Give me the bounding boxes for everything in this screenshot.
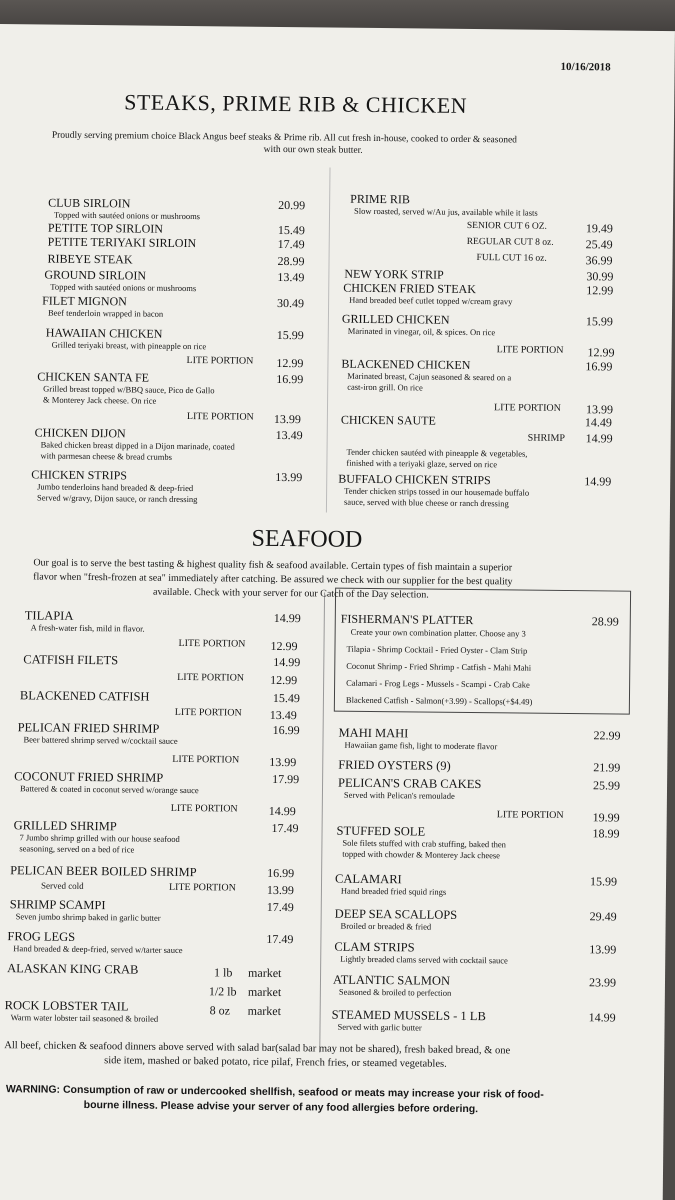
lite-portion-price: 19.99 bbox=[592, 810, 620, 825]
shrimp-option-label: SHRIMP bbox=[527, 432, 565, 444]
menu-item-description: Marinated in vinegar, oil, & spices. On rice bbox=[347, 325, 496, 338]
menu-item-price: 17.49 bbox=[277, 236, 305, 252]
menu-item-name: PRIME RIB bbox=[350, 191, 410, 207]
menu-item-name: RIBEYE STEAK bbox=[47, 251, 133, 267]
menu-item-name: COCONUT FRIED SHRIMP bbox=[14, 769, 164, 785]
menu-item-name: PETITE TOP SIRLOIN bbox=[47, 220, 164, 236]
lite-portion-label: LITE PORTION bbox=[172, 753, 240, 766]
menu-item-description: Hand breaded fried squid rings bbox=[340, 885, 447, 897]
menu-item-description: Beef tenderloin wrapped in bacon bbox=[47, 307, 164, 319]
lite-portion-price: 12.99 bbox=[270, 638, 298, 654]
section-intro: with our own steak butter. bbox=[263, 144, 363, 156]
menu-item-description: Grilled teriyaki breast, with pineapple on rice bbox=[51, 339, 207, 352]
allergy-warning: WARNING: Consumption of raw or undercooked shellfish, seafood or meats may increase your risk of food- bbox=[5, 1083, 544, 1101]
menu-item-price: 21.99 bbox=[593, 760, 621, 775]
menu-item-name: CHICKEN SAUTE bbox=[340, 412, 436, 428]
menu-item-description: Hand breaded beef cutlet topped w/cream gravy bbox=[349, 294, 513, 307]
menu-item-name: BLACKENED CHICKEN bbox=[341, 356, 471, 372]
menu-item-price: 15.49 bbox=[277, 222, 305, 238]
menu-item-price: 29.49 bbox=[589, 909, 617, 924]
lite-portion-price: 14.99 bbox=[268, 803, 296, 819]
menu-item-name: PELICAN FRIED SHRIMP bbox=[17, 720, 160, 736]
crab-size: 1/2 lb bbox=[208, 984, 237, 999]
lite-portion-label: LITE PORTION bbox=[177, 671, 245, 684]
menu-item-description: A fresh-water fish, mild in flavor. bbox=[30, 622, 145, 634]
prime-rib-price: 36.99 bbox=[585, 253, 613, 268]
menu-item-name: CATFISH FILETS bbox=[23, 652, 119, 668]
menu-item-description: Served with garlic butter bbox=[337, 1021, 422, 1033]
menu-item-description: Hand breaded & deep-fried, served w/tarter sauce bbox=[13, 943, 183, 956]
menu-item-name: PETITE TERIYAKI SIRLOIN bbox=[47, 234, 197, 251]
menu-item-description: Slow roasted, served w/Au jus, available while it lasts bbox=[354, 205, 538, 218]
menu-item-description: sauce, served with blue cheese or ranch dressing bbox=[343, 496, 509, 509]
menu-item-description: finished with a teriyaki glaze, served on rice bbox=[346, 457, 498, 470]
menu-item-price: 15.99 bbox=[276, 327, 304, 343]
menu-item-price: 23.99 bbox=[588, 975, 617, 990]
prime-rib-price: 19.49 bbox=[585, 221, 613, 236]
menu-item-description: cast-iron grill. On rice bbox=[347, 381, 423, 393]
menu-item-description: Battered & coated in coconut served w/orange sauce bbox=[19, 783, 199, 796]
menu-item-price: 13.99 bbox=[589, 942, 617, 957]
menu-item-name: PELICAN'S CRAB CAKES bbox=[338, 775, 482, 792]
menu-item-description: Tender chicken strips tossed in our housemade buffalo bbox=[344, 485, 530, 498]
lobster-size: 8 oz bbox=[209, 1003, 231, 1018]
menu-item-description: Topped with sautéed onions or mushrooms bbox=[50, 281, 197, 294]
menu-item-name: BLACKENED CATFISH bbox=[19, 688, 150, 704]
menu-item-name: MAHI MAHI bbox=[338, 725, 409, 741]
served-cold-note: Served cold bbox=[40, 880, 84, 891]
menu-item-price: 17.49 bbox=[266, 931, 294, 947]
menu-item-name: NEW YORK STRIP bbox=[344, 266, 444, 282]
menu-item-price: 28.99 bbox=[277, 253, 305, 269]
menu-item-name: CHICKEN FRIED STEAK bbox=[343, 280, 476, 297]
lobster-price: market bbox=[247, 1003, 282, 1019]
crab-size: 1 lb bbox=[214, 965, 233, 980]
lite-portion-price: 13.49 bbox=[269, 707, 297, 723]
menu-item-price: 14.99 bbox=[273, 654, 301, 670]
menu-item-description: Warm water lobster tail seasoned & broiled bbox=[10, 1012, 159, 1024]
menu-item-price: 13.99 bbox=[275, 469, 303, 485]
prime-rib-cut: FULL CUT 16 oz. bbox=[476, 253, 547, 264]
menu-item-name: CALAMARI bbox=[334, 871, 402, 887]
menu-item-name: CLUB SIRLOIN bbox=[48, 195, 131, 211]
prime-rib-price: 25.49 bbox=[585, 237, 613, 252]
shrimp-option-price: 14.99 bbox=[585, 431, 613, 446]
menu-item-name: SHRIMP SCAMPI bbox=[9, 897, 106, 913]
menu-item-price: 30.99 bbox=[586, 269, 614, 284]
menu-item-price: 16.99 bbox=[276, 371, 304, 387]
menu-item-name: STEAMED MUSSELS - 1 LB bbox=[331, 1007, 486, 1024]
menu-item-name: GRILLED CHICKEN bbox=[341, 311, 450, 327]
platter-option: Create your own combination platter. Choose any 3 bbox=[350, 626, 526, 639]
lite-portion-price: 12.99 bbox=[587, 345, 615, 360]
menu-item-price: 15.49 bbox=[272, 690, 301, 706]
menu-item-description: Baked chicken breast dipped in a Dijon marinade, coated bbox=[40, 439, 235, 452]
menu-item-name: GROUND SIRLOIN bbox=[44, 267, 147, 283]
menu-item-price: 14.99 bbox=[588, 1010, 616, 1025]
menu-item-name: CLAM STRIPS bbox=[334, 939, 415, 955]
menu-item-price: 14.99 bbox=[273, 610, 301, 626]
menu-item-price: 16.99 bbox=[272, 722, 300, 738]
menu-item-description: seasoning, served on a bed of rice bbox=[19, 843, 135, 855]
menu-item-description: Grilled breast topped w/BBQ sauce, Pico de Gallo bbox=[43, 383, 215, 396]
menu-item-name: TILAPIA bbox=[24, 608, 74, 623]
menu-item-price: 18.99 bbox=[592, 826, 620, 841]
menu-item-price: 13.49 bbox=[275, 427, 303, 443]
menu-page bbox=[0, 24, 675, 1200]
menu-item-description: Hawaiian game fish, light to moderate flavor bbox=[344, 739, 498, 752]
lite-portion-price: 12.99 bbox=[270, 672, 298, 688]
lite-portion-price: 13.99 bbox=[585, 402, 614, 417]
menu-item-price: 17.49 bbox=[271, 820, 299, 836]
menu-item-price: 12.99 bbox=[586, 283, 614, 298]
menu-item-name: PELICAN BEER BOILED SHRIMP bbox=[10, 863, 197, 880]
menu-item-price: 16.99 bbox=[267, 865, 295, 881]
menu-item-price: 15.99 bbox=[589, 874, 618, 889]
column-divider bbox=[319, 592, 325, 1052]
prime-rib-cut: SENIOR CUT 6 OZ. bbox=[466, 220, 548, 232]
menu-item-name: GRILLED SHRIMP bbox=[13, 818, 117, 834]
section-intro: flavor when "fresh-frozen at sea" immediately after catching. Be assured we check with our supplier for the best quality bbox=[33, 571, 513, 588]
menu-item-name: BUFFALO CHICKEN STRIPS bbox=[338, 471, 491, 488]
menu-item-description: Beer battered shrimp served w/cocktail sauce bbox=[23, 734, 178, 746]
menu-item-name: CHICKEN DIJON bbox=[34, 425, 126, 441]
lite-portion-label: LITE PORTION bbox=[186, 411, 254, 423]
menu-item-price: 30.49 bbox=[277, 295, 305, 311]
menu-item-name: STUFFED SOLE bbox=[336, 823, 426, 839]
lite-portion-label: LITE PORTION bbox=[170, 802, 238, 815]
section-title: SEAFOOD bbox=[251, 525, 363, 553]
crab-price: market bbox=[247, 984, 282, 1000]
menu-item-description: Jumbo tenderloins hand breaded & deep-fried bbox=[37, 481, 194, 494]
menu-item-description: 7 Jumbo shrimp grilled with our house seafood bbox=[19, 832, 180, 844]
platter-option: Blackened Catfish - Salmon(+3.99) - Scallops(+$4.49) bbox=[345, 694, 533, 707]
menu-item-description: Served with Pelican's remoulade bbox=[343, 789, 455, 801]
prime-rib-cut: REGULAR CUT 8 oz. bbox=[466, 236, 554, 248]
lite-portion-label: LITE PORTION bbox=[174, 706, 242, 719]
section-intro: Proudly serving premium choice Black Angus beef steaks & Prime rib. All cut fresh in-house, cooked to order & seasoned bbox=[51, 130, 518, 146]
platter-option: Tilapia - Shrimp Cocktail - Fried Oyster - Clam Strip bbox=[346, 643, 528, 656]
platter-price: 28.99 bbox=[591, 614, 619, 629]
footer-note: All beef, chicken & seafood dinners above served with salad bar(salad bar may not be shared), fresh baked bread, & one bbox=[4, 1040, 511, 1057]
menu-item-description: & Monterey Jack cheese. On rice bbox=[43, 394, 157, 406]
menu-item-description: Served w/gravy, Dijon sauce, or ranch dressing bbox=[36, 492, 198, 505]
menu-item-description: Marinated breast, Cajun seasoned & seared on a bbox=[347, 370, 512, 383]
menu-item-description: topped with chowder & Monterey Jack cheese bbox=[342, 848, 501, 861]
lite-portion-price: 13.99 bbox=[269, 754, 297, 770]
platter-option: Coconut Shrimp - Fried Shrimp - Catfish - Mahi Mahi bbox=[346, 660, 532, 673]
lite-portion-price: 13.99 bbox=[266, 882, 295, 898]
menu-item-description: Sole filets stuffed with crab stuffing, baked then bbox=[342, 837, 507, 850]
column-divider bbox=[326, 168, 331, 513]
menu-item-price: 22.99 bbox=[593, 728, 621, 743]
menu-item-name: HAWAIIAN CHICKEN bbox=[45, 325, 163, 341]
menu-item-price: 25.99 bbox=[592, 778, 621, 793]
platter-name: FISHERMAN'S PLATTER bbox=[340, 611, 474, 628]
footer-note: side item, mashed or baked potato, rice pilaf, French fries, or steamed vegetables. bbox=[104, 1055, 447, 1070]
menu-item-name: ROCK LOBSTER TAIL bbox=[4, 998, 129, 1014]
menu-item-name: FROG LEGS bbox=[7, 929, 76, 944]
crab-price: market bbox=[248, 965, 282, 981]
menu-item-name: FILET MIGNON bbox=[42, 293, 127, 309]
lite-portion-label: LITE PORTION bbox=[168, 881, 236, 894]
menu-item-name: ATLANTIC SALMON bbox=[332, 972, 451, 988]
section-title: STEAKS, PRIME RIB & CHICKEN bbox=[124, 89, 468, 118]
menu-item-price: 14.99 bbox=[584, 474, 612, 489]
menu-item-price: 20.99 bbox=[278, 197, 306, 213]
lite-portion-label: LITE PORTION bbox=[496, 809, 564, 821]
menu-item-name: CHICKEN STRIPS bbox=[31, 467, 128, 483]
menu-item-price: 15.99 bbox=[585, 314, 613, 329]
menu-item-price: 14.49 bbox=[584, 415, 612, 430]
platter-option: Calamari - Frog Legs - Mussels - Scampi - Crab Cake bbox=[346, 677, 530, 690]
lite-portion-price: 13.99 bbox=[273, 411, 301, 427]
menu-item-name: FRIED OYSTERS (9) bbox=[338, 757, 451, 773]
section-intro: Our goal is to serve the best tasting & highest quality fish & seafood available. Certain types of fish maintain a superior bbox=[33, 557, 513, 574]
lite-portion-label: LITE PORTION bbox=[186, 355, 254, 367]
menu-item-description: Topped with sautéed onions or mushrooms bbox=[53, 209, 201, 222]
menu-item-price: 17.99 bbox=[272, 771, 300, 787]
menu-item-description: Seasoned & broiled to perfection bbox=[338, 986, 452, 998]
menu-item-price: 17.49 bbox=[266, 899, 294, 915]
menu-item-description: Seven jumbo shrimp baked in garlic butter bbox=[15, 911, 161, 923]
menu-item-description: Broiled or breaded & fried bbox=[340, 920, 432, 932]
allergy-warning: bourne illness. Please advise your server of any food allergies before ordering. bbox=[83, 1098, 479, 1116]
menu-date: 10/16/2018 bbox=[560, 60, 611, 74]
lite-portion-label: LITE PORTION bbox=[493, 402, 561, 414]
menu-item-description: with parmesan cheese & bread crumbs bbox=[40, 450, 172, 462]
menu-item-description: Lightly breaded clams served with cocktail sauce bbox=[340, 953, 508, 966]
menu-item-name: ALASKAN KING CRAB bbox=[7, 961, 139, 977]
menu-item-name: DEEP SEA SCALLOPS bbox=[334, 906, 458, 922]
menu-item-name: CHICKEN SANTA FE bbox=[37, 369, 150, 385]
section-intro: available. Check with your server for our Catch of the Day selection. bbox=[153, 586, 429, 601]
lite-portion-label: LITE PORTION bbox=[496, 344, 564, 356]
menu-item-price: 13.49 bbox=[277, 269, 305, 285]
menu-item-price: 16.99 bbox=[585, 359, 613, 374]
lite-portion-price: 12.99 bbox=[276, 355, 304, 371]
menu-item-description: Tender chicken sautéed with pineapple & vegetables, bbox=[346, 446, 528, 459]
lite-portion-label: LITE PORTION bbox=[178, 637, 246, 650]
